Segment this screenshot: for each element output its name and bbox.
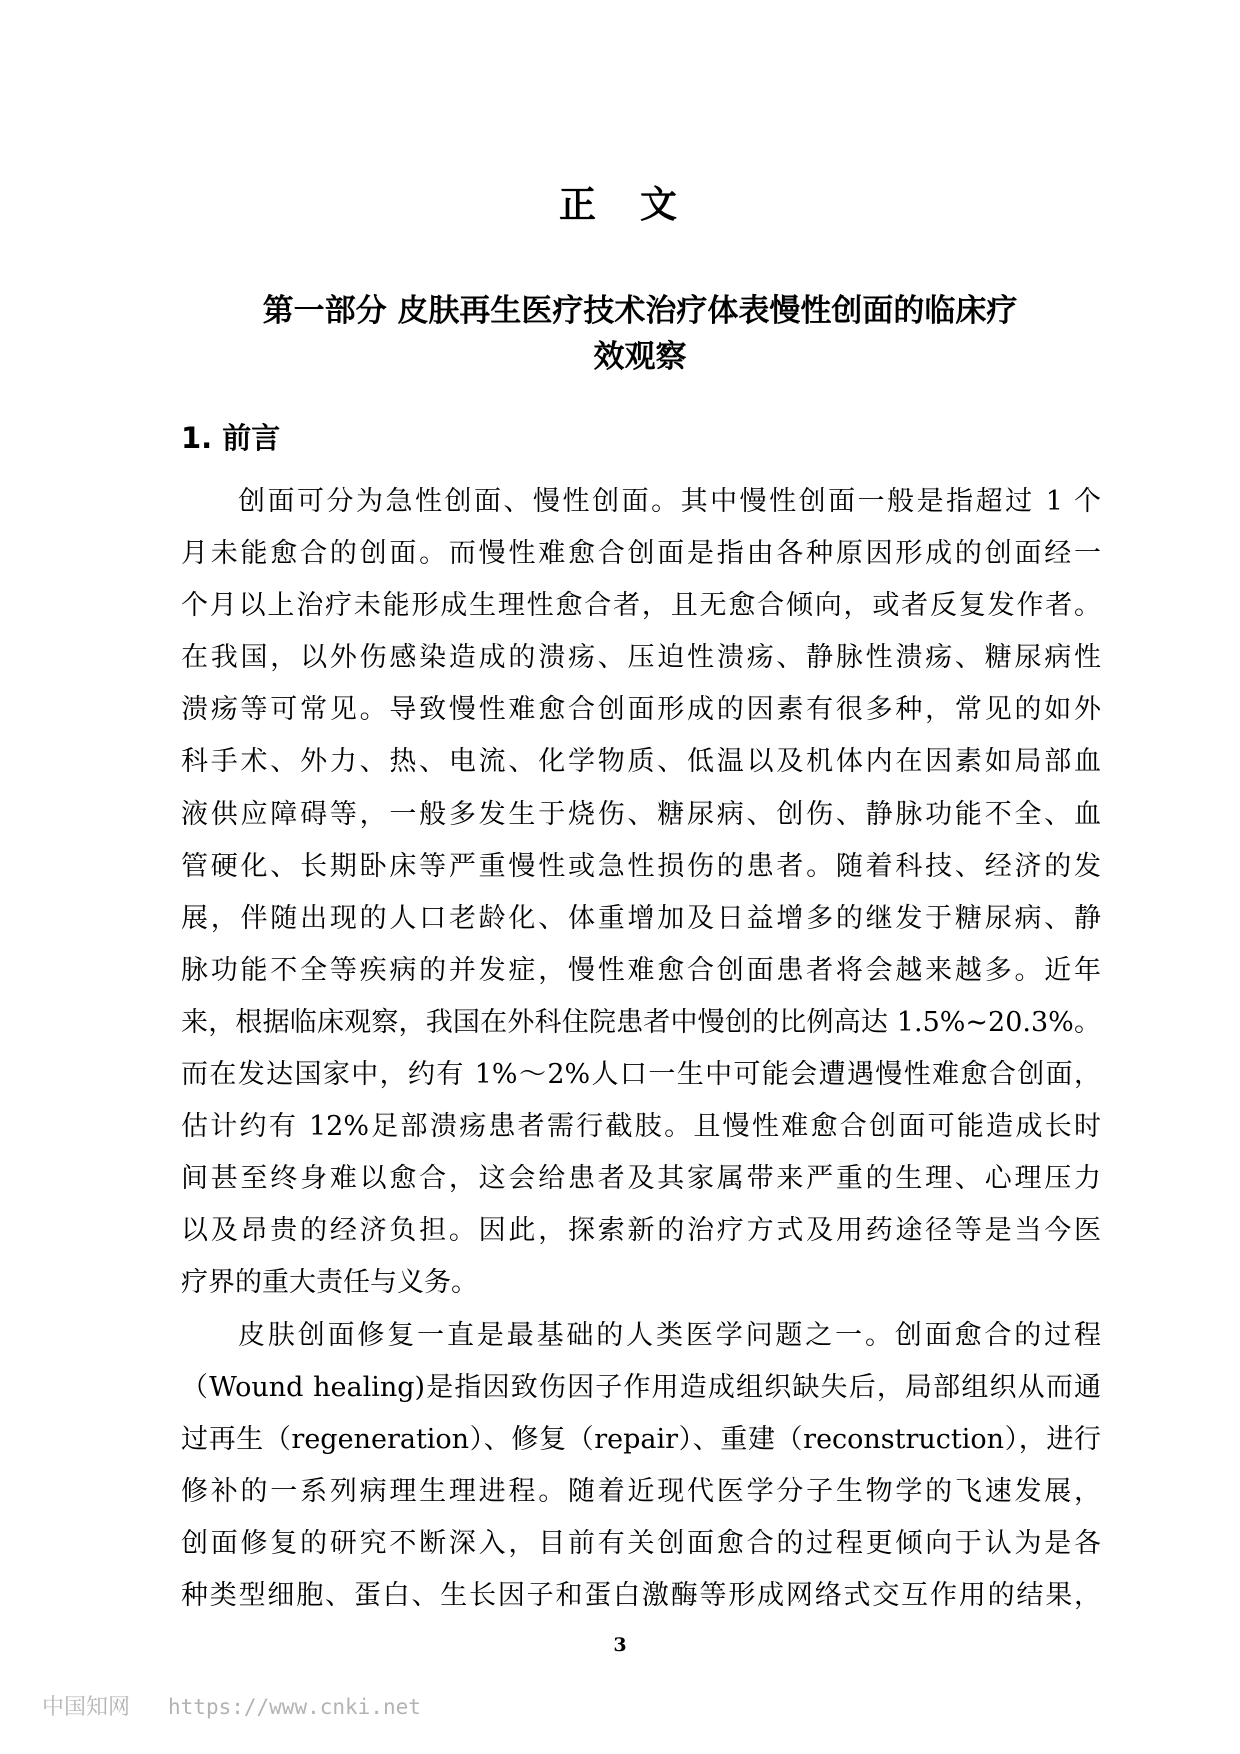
text-line: 展，伴随出现的人口老龄化、体重增加及日益增多的继发于糖尿病、静 — [181, 902, 1101, 934]
watermark-url: https://www.cnki.net — [168, 1695, 421, 1719]
text-line: 在我国，以外伤感染造成的溃疡、压迫性溃疡、静脉性溃疡、糖尿病性 — [181, 642, 1101, 674]
paragraph-2 — [181, 1310, 1101, 1623]
paragraph-1 — [181, 476, 1101, 1310]
text-line: （Wound healing)是指因致伤因子作用造成组织缺失后，局部组织从而通 — [181, 1371, 1101, 1403]
watermark-brand: 中国知网 — [42, 1695, 131, 1720]
text-line: 来，根据临床观察，我国在外科住院患者中慢创的比例高达 1.5%~20.3%。 — [181, 1006, 1101, 1038]
page-number: 3 — [613, 1634, 627, 1656]
text-line: 种类型细胞、蛋白、生长因子和蛋白激酶等形成网络式交互作用的结果， — [181, 1579, 1101, 1611]
page-title — [0, 180, 1240, 230]
text-line: 以及昂贵的经济负担。因此，探索新的治疗方式及用药途径等是当今医 — [181, 1215, 1101, 1247]
text-line: 疗界的重大责任与义务。 — [181, 1267, 478, 1299]
text-line: 管硬化、长期卧床等严重慢性或急性损伤的患者。随着科技、经济的发 — [181, 850, 1101, 882]
part-title — [180, 288, 1100, 380]
text-line: 溃疡等可常见。导致慢性难愈合创面形成的因素有很多种，常见的如外 — [181, 694, 1101, 726]
cnki-watermark — [42, 1690, 421, 1721]
text-line: 脉功能不全等疾病的并发症，慢性难愈合创面患者将会越来越多。近年 — [181, 954, 1101, 986]
part-title-line-2: 效观察 — [593, 339, 687, 375]
part-title-line-1: 第一部分 皮肤再生医疗技术治疗体表慢性创面的临床疗 — [262, 293, 1018, 329]
text-line: 月未能愈合的创面。而慢性难愈合创面是指由各种原因形成的创面经一 — [181, 538, 1101, 570]
section-heading: 1. 前言 — [181, 421, 281, 455]
text-line: 创面修复的研究不断深入，目前有关创面愈合的过程更倾向于认为是各 — [181, 1527, 1101, 1559]
text-line: 修补的一系列病理生理进程。随着近现代医学分子生物学的飞速发展， — [181, 1475, 1101, 1507]
text-line: 估计约有 12%足部溃疡患者需行截肢。且慢性难愈合创面可能造成长时 — [181, 1111, 1101, 1143]
text-line: 而在发达国家中，约有 1%～2%人口一生中可能会遭遇慢性难愈合创面， — [181, 1059, 1101, 1091]
text-line: 创面可分为急性创面、慢性创面。其中慢性创面一般是指超过 1 个 — [238, 486, 1101, 517]
text-line: 皮肤创面修复一直是最基础的人类医学问题之一。创面愈合的过程 — [238, 1319, 1101, 1351]
page-title-char-1: 正 — [559, 183, 600, 226]
body-text — [181, 476, 1101, 1622]
text-line: 间甚至终身难以愈合，这会给患者及其家属带来严重的生理、心理压力 — [181, 1163, 1101, 1195]
text-line: 科手术、外力、热、电流、化学物质、低温以及机体内在因素如局部血 — [181, 746, 1101, 778]
text-line: 个月以上治疗未能形成生理性愈合者，且无愈合倾向，或者反复发作者。 — [181, 590, 1101, 622]
text-line: 过再生（regeneration）、修复（repair）、重建（reconstruction），进行 — [181, 1423, 1101, 1455]
page-title-char-2: 文 — [640, 183, 681, 226]
text-line: 液供应障碍等，一般多发生于烧伤、糖尿病、创伤、静脉功能不全、血 — [181, 798, 1101, 830]
